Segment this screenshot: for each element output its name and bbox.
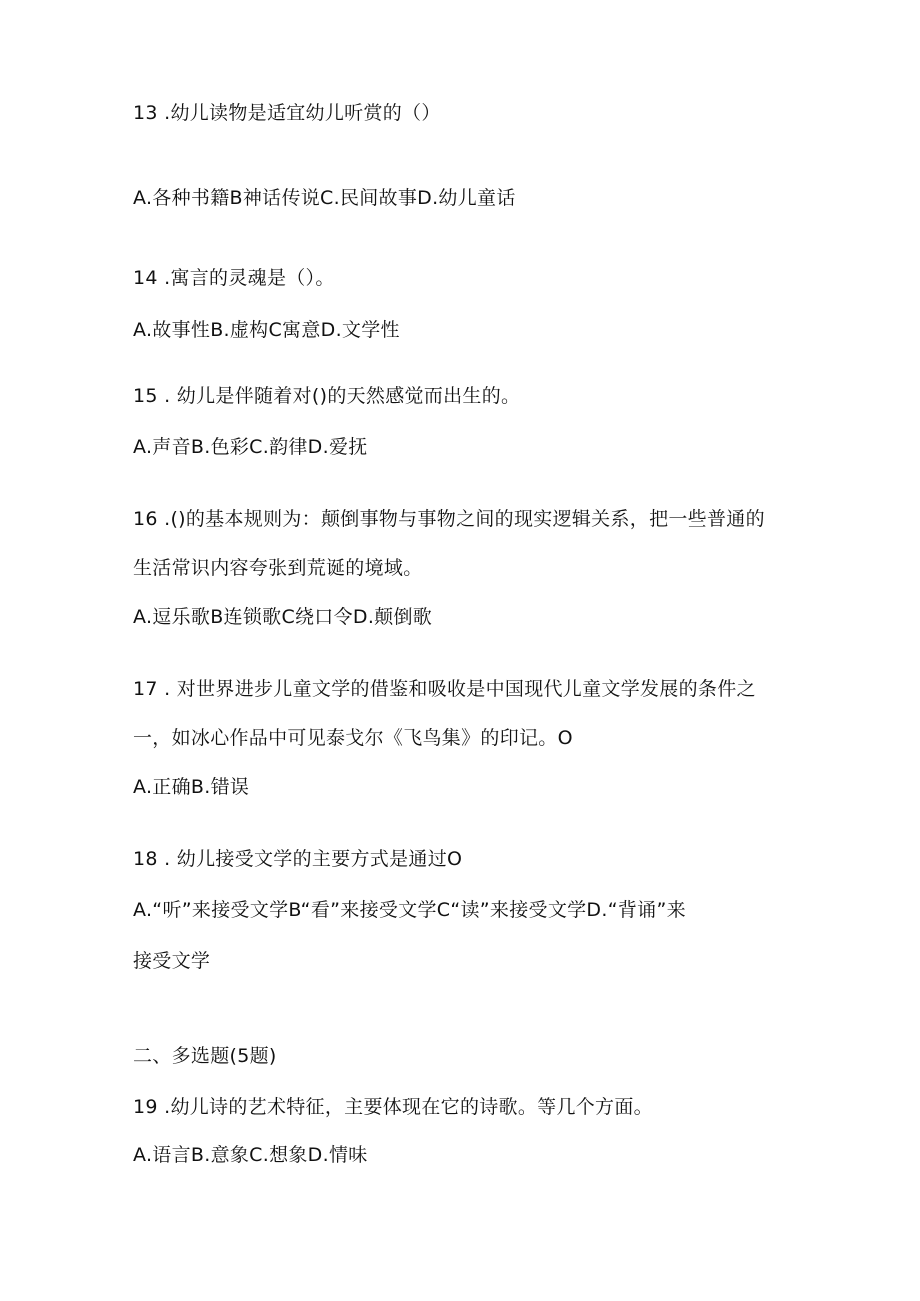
- question-16-options: A.逗乐歌B连锁歌C绕口令D.颠倒歌: [133, 606, 433, 628]
- question-18-stem: 18 . 幼儿接受文学的主要方式是通过O: [133, 848, 463, 870]
- question-16-stem-line-2: 生活常识内容夸张到荒诞的境域。: [133, 557, 423, 579]
- question-13-options: A.各种书籍B神话传说C.民间故事D.幼儿童话: [133, 187, 516, 209]
- question-19-options: A.语言B.意象C.想象D.情味: [133, 1144, 368, 1166]
- question-18-options-line-1: A.“听”来接受文学B“看”来接受文学C“读”来接受文学D.“背诵”来: [133, 899, 686, 921]
- question-19-stem: 19 .幼儿诗的艺术特征，主要体现在它的诗歌。等几个方面。: [133, 1096, 653, 1118]
- question-14-options: A.故事性B.虚构C寓意D.文学性: [133, 319, 400, 341]
- question-14-stem: 14 .寓言的灵魂是（）。: [133, 267, 335, 289]
- question-16-stem-line-1: 16 .()的基本规则为：颠倒事物与事物之间的现实逻辑关系，把一些普通的: [133, 508, 765, 530]
- question-13-stem: 13 .幼儿读物是适宜幼儿听赏的（）: [133, 102, 441, 124]
- question-18-options-line-2: 接受文学: [133, 950, 211, 972]
- section-heading: 二、多选题(5题): [133, 1045, 277, 1067]
- question-17-options: A.正确B.错误: [133, 776, 250, 798]
- question-17-stem-line-2: 一，如冰心作品中可见泰戈尔《飞鸟集》的印记。O: [133, 727, 573, 749]
- question-15-options: A.声音B.色彩C.韵律D.爱抚: [133, 436, 368, 458]
- question-15-stem: 15 . 幼儿是伴随着对()的天然感觉而出生的。: [133, 385, 521, 407]
- question-17-stem-line-1: 17 . 对世界进步儿童文学的借鉴和吸收是中国现代儿童文学发展的条件之: [133, 678, 756, 700]
